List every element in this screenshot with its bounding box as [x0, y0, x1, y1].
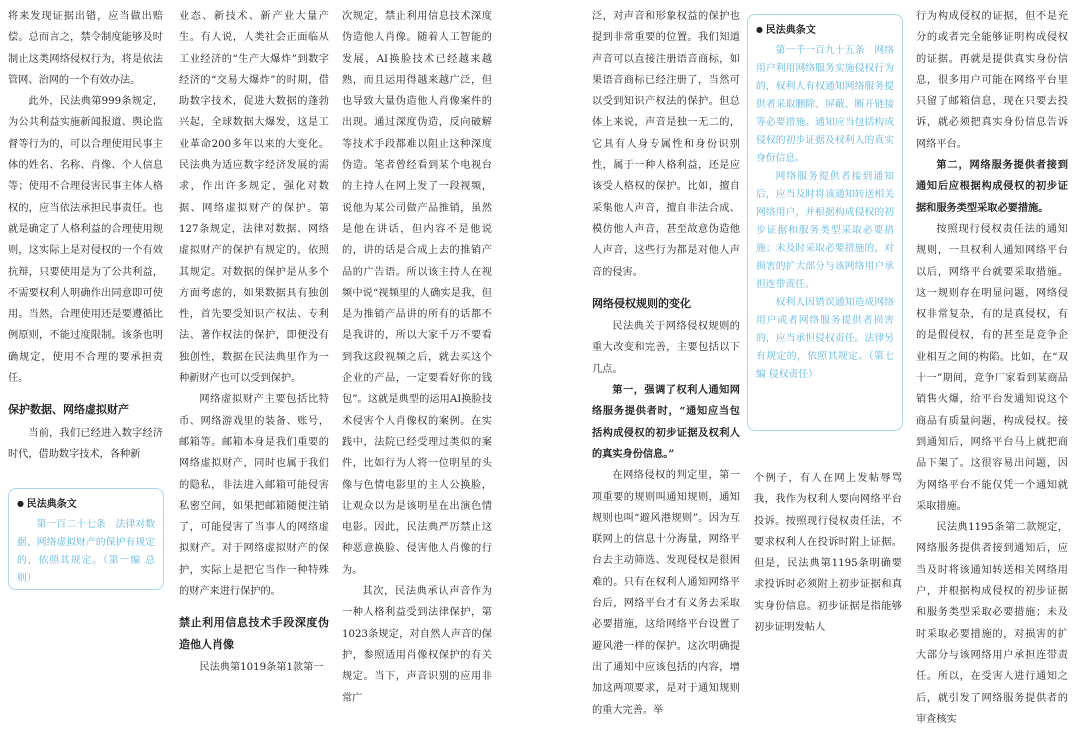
- section-heading: 保护数据、网络虚拟财产: [8, 403, 129, 417]
- body-paragraph: 业态、新技术、新产业大量产生。有人说，人类社会正面临从工业经济的“生产大爆炸”到数字经济的“交易大爆炸”的时期，借助数字技术，促进大数据的蓬勃兴起，全球数据大爆发，这是工业革命200多年以来的大变化。民法典为适应数字经济发展的需求，作出许多规定，强化对数据、网络虚拟财产的保护。第127条规定，法律对数据、网络虚拟财产的保护有规定的，依照其规定。对数据的保护是从多个方面考虑的，如果数据具有独创性，首先要受知识产权法、专利法、著作权法的保护，即便没有独创性，数据在民法典里作为一种新财产也可以受到保护。: [179, 11, 329, 385]
- sidebar-article-text: 第一千一百九十五条 网络用户利用网络服务实施侵权行为的，权利人有权通知网络服务提供者采取删除、屏蔽、断开链接等必要措施。通知应当包括构成侵权的初步证据及权利人的真实身份信息。: [756, 45, 894, 164]
- body-paragraph: 此外，民法典第999条规定，为公共利益实施新闻报道、舆论监督等行为的，可以合理使用民事主体的姓名、名称、肖像、个人信息等；使用不合理侵害民事主体人格权的，应当依法承担民事责任。也就是确定了人格利益的合理使用规则，这实际上是对侵权的一个有效抗辩，只要使用是为了公共利益，不需要权利人明确作出同意即可使用。当然，合理使用还是要遵循比例原则，不能过度限制。该条也明确规定，使用不合理的要承担责任。: [8, 96, 163, 385]
- sidebar-article-text: 权利人因错误通知造成网络用户或者网络服务提供者损害的，应当承担侵权责任。法律另有规定的，依照其规定。（第七编 侵权责任）: [756, 297, 894, 380]
- body-paragraph: 行为构成侵权的证据，但不是充分的或者完全能够证明构成侵权的证据。再就是提供真实身份信息，很多用户可能在网络平台里只留了邮箱信息，现在只要去投诉，就必须把真实身份信息告诉网络平台。: [916, 11, 1068, 150]
- body-paragraph: 次规定，禁止利用信息技术深度伪造他人肖像。随着人工智能的发展，AI换脸技术已经越来越熟，而且运用得越来越广泛，但也导致大量伪造他人肖像案件的出现。通过深度伪造，反向破解等技术手段都难以阻止这种深度伪造。笔者曾经看到某个电视台的主持人在网上发了一段视频，说他为某公司做产品推销，虽然是他在讲话，但内容不是他说的，讲的话是合成上去的推销产品的广告语。所以该主持人在视频中说“视频里的人确实是我，但是为推销产品讲的所有的话都不是我讲的，所以大家千万不要看到我这段视频之后，就去买这个企业的产品，一定要看好你的钱包”。这就是典型的运用AI换脸技术侵害个人肖像权的案例。在实践中，法院已经受理过类似的案件，比如行为人将一位明星的头像与色情电影里的主人公换脸，让观众以为是该明星在出演色情电影。因此，民法典严厉禁止这种恶意换脸、侵害他人肖像的行为。: [342, 11, 492, 576]
- body-paragraph: 第二，网络服务提供者接到通知后应根据构成侵权的初步证据和服务类型采取必要措施。: [916, 159, 1068, 214]
- text-column-6: [916, 6, 1068, 730]
- body-paragraph: 民法典1195条第二款规定，网络服务提供者接到通知后，应当及时将该通知转送相关网络用户，并根据构成侵权的初步证据和服务类型采取必要措施；未及时采取必要措施的，对损害的扩大部分与该网络用户承担连带责任。所以，在受害人进行通知之后，就引发了网络服务提供者的审查核实: [916, 522, 1068, 725]
- body-paragraph: 第一，强调了权利人通知网络服务提供者时，“通知应当包括构成侵权的初步证据及权利人的真实身份信息。”: [592, 384, 740, 460]
- body-paragraph: 网络虚拟财产主要包括比特币、网络游戏里的装备、账号，邮箱等。邮箱本身是我们重要的网络虚拟财产，同时也属于我们的隐私，非法进入邮箱可能侵害私密空间，如果把邮箱随便注销了，可能侵害了当事人的网络虚拟财产。对于网络虚拟财产的保护，实际上是把它当作一种特殊的财产来进行保护的。: [179, 394, 329, 598]
- text-column-1: [8, 6, 163, 465]
- section-heading: 禁止利用信息技术手段深度伪造他人肖像: [179, 616, 329, 651]
- sidebar-article-text: 网络服务提供者接到通知后，应当及时将该通知转送相关网络用户，并根据构成侵权的初步证据和服务类型采取必要措施；未及时采取必要措施的，对损害的扩大部分与该网络用户承担连带责任。: [756, 171, 894, 290]
- sidebar-title: ● 民法典条文: [17, 495, 155, 514]
- body-paragraph: 泛，对声音和形象权益的保护也提到非常重要的位置。我们知道声音可以直接注册语音商标，如果语音商标已经注册了，当然可以受到知识产权法的保护。但总体上来说，声音是独一无二的，它具有人身专属性和身份识别性，属于一种人格利益，还是应该受人格权的保护。比如，擅自采集他人声音，擅自非法合成、模仿他人声音，甚至故意伪造他人声音，这些行为都是对他人声音的侵害。: [592, 11, 740, 278]
- body-paragraph: 将来发现证据出错，应当做出赔偿。总而言之，禁令制度能够及时制止这类网络侵权行为，将是依法管网、治网的一个有效办法。: [8, 11, 163, 86]
- body-paragraph: 民法典第1019条第1款第一: [199, 661, 324, 673]
- text-column-3: [342, 6, 492, 709]
- text-column-5: [754, 468, 902, 638]
- body-paragraph: 个例子，有人在网上发帖辱骂我，我作为权利人要向网络平台投诉。按照现行侵权责任法，不要求权利人在投诉时附上证据。但是，民法典第1195条明确要求投诉时必须附上初步证据和真实身份信息。初步证据是指能够初步证明发帖人: [754, 473, 902, 634]
- law-article-sidebar-127: [8, 488, 164, 590]
- sidebar-article-text: 第一百二十七条 法律对数据、网络虚拟财产的保护有规定的，依照其规定。（第一编 总则）: [17, 519, 155, 584]
- section-heading: 网络侵权规则的变化: [592, 296, 691, 310]
- text-column-2: [179, 6, 329, 678]
- sidebar-title: ● 民法典条文: [756, 21, 894, 40]
- body-paragraph: 当前，我们已经进入数字经济时代，借助数字技术，各种新: [8, 427, 163, 460]
- law-article-sidebar-1195: [747, 14, 903, 431]
- body-paragraph: 其次，民法典承认声音作为一种人格利益受到法律保护，第1023条规定，对自然人声音的保护，参照适用肖像权保护的有关规定。当下，声音识别的应用非常广: [342, 586, 492, 704]
- text-column-4: [592, 6, 740, 721]
- body-paragraph: 按照现行侵权责任法的通知规则，一旦权利人通知网络平台以后，网络平台就要采取措施。这一规则存在明显问题，网络侵权非常复杂，有的是真侵权，有的是假侵权，有的甚至是竞争企业相互之间的构陷。比如，在“双十一”期间，竞争厂家看到某商品销售火爆，给平台发通知说这个商品有质量问题，构成侵权。接到通知后，网络平台马上就把商品下架了。这很容易出问题，因为网络平台不能仅凭一个通知就采取措施。: [916, 223, 1068, 512]
- body-paragraph: 民法典关于网络侵权规则的重大改变和完善，主要包括以下几点。: [592, 321, 740, 375]
- body-paragraph: 在网络侵权的判定里，第一项重要的规则叫通知规则，通知规则也叫“避风港规则”。因为互联网上的信息十分海量，网络平台去主动筛选、发现侵权是很困难的。只有在权利人通知网络平台后，网络平台才有义务去采取必要措施，这给网络平台设置了避风港一样的保护。这次明确提出了通知中应该包括的内容，增加这两项要求，是对于通知规则的重大完善。举: [592, 470, 740, 716]
